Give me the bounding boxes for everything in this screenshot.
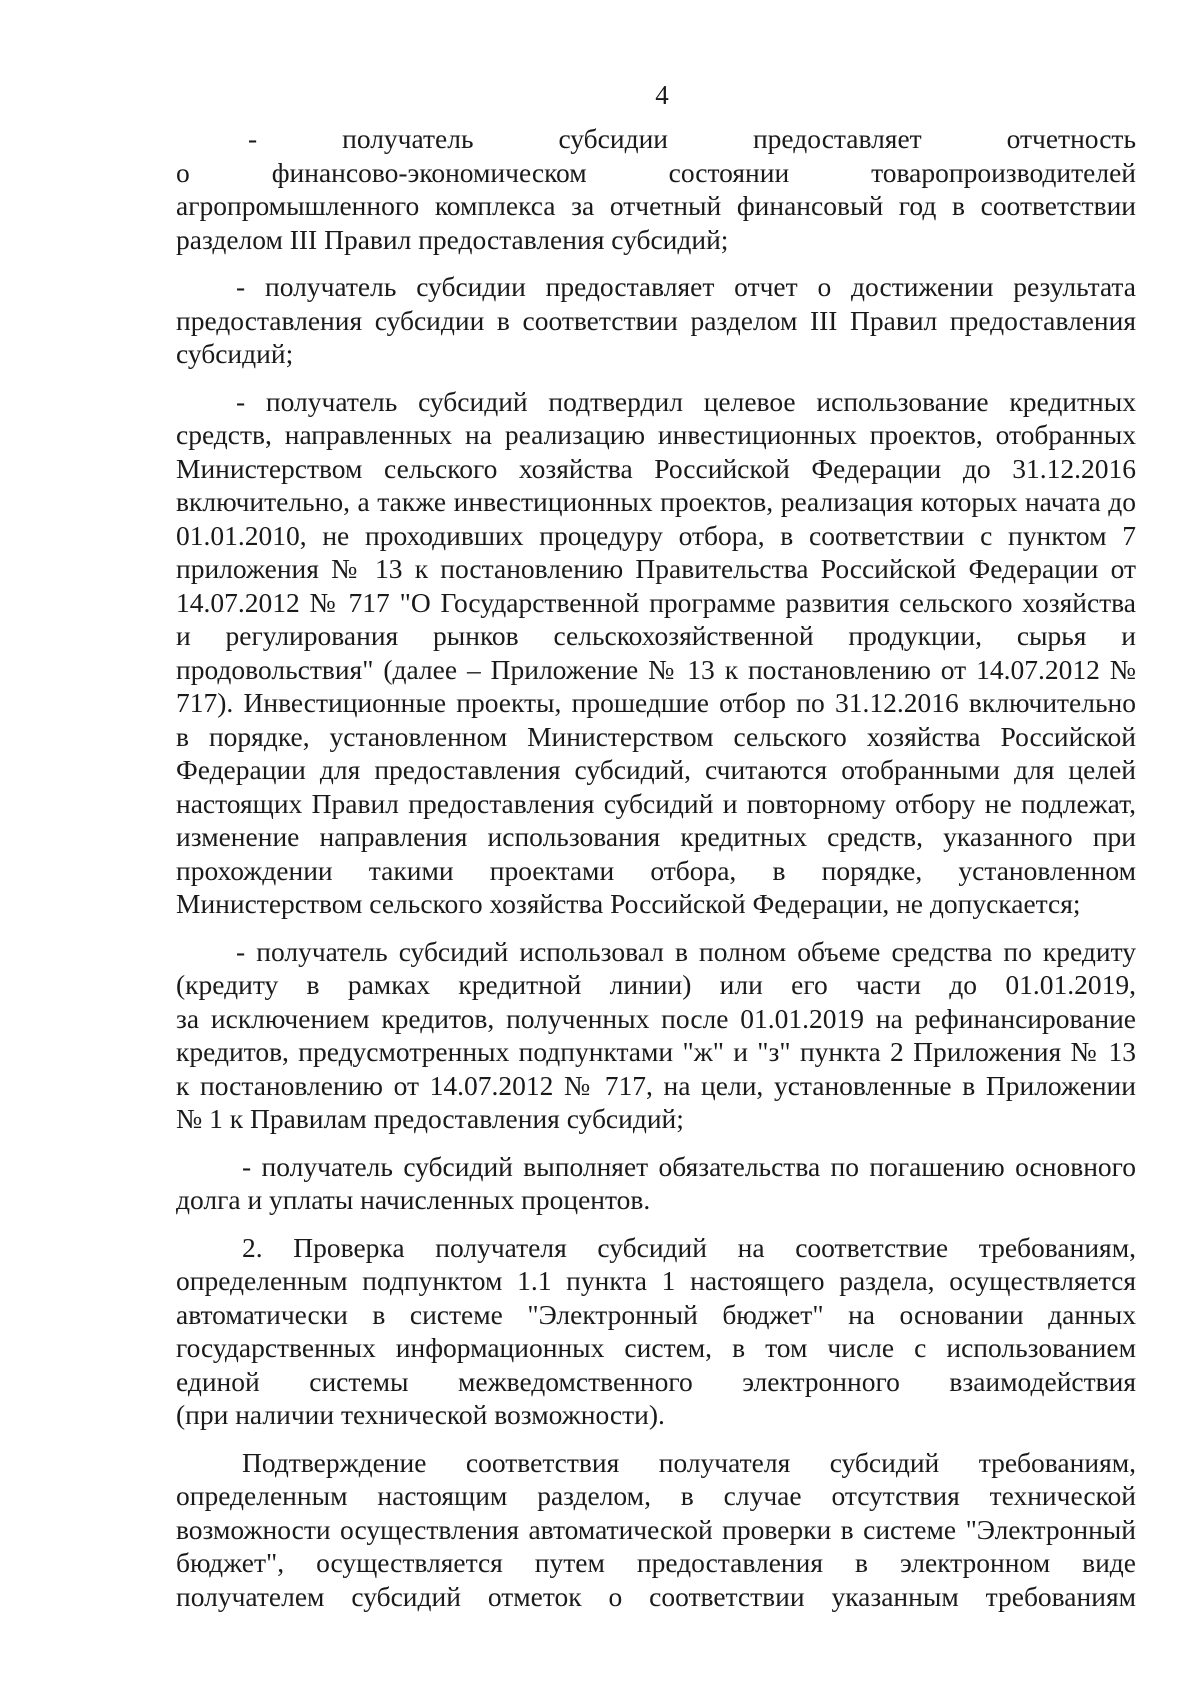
text-line: настоящих Правил предоставления субсидий и повторному отбору не подлежат, [176,787,1136,819]
text-line: (кредиту в рамках кредитной линии) или его части до 01.01.2019, [176,969,1136,1000]
paragraph-financial-report [176,122,1136,256]
paragraph-verification [176,1231,1136,1432]
text-line: приложения № 13 к постановлению Правительства Российской Федерации от [176,553,1136,584]
text-line: долга и уплаты начисленных процентов. [176,1184,651,1215]
text-line: разделом III Правил предоставления субсидий; [176,223,729,255]
text-line: - получатель субсидий подтвердил целевое использование кредитных [236,385,1136,417]
text-line: - получатель субсидий использовал в полном объеме средства по кредиту [236,935,1136,967]
paragraph-credit-use [176,935,1136,1136]
text-line: 717). Инвестиционные проекты, прошедшие отбор по 31.12.2016 включительно [176,687,1136,718]
text-line: определенным подпунктом 1.1 пункта 1 настоящего раздела, осуществляется [176,1265,1136,1296]
text-line: агропромышленного комплекса за отчетный финансовый год в соответствии [176,190,1136,221]
text-line: Министерством сельского хозяйства Российской Федерации до 31.12.2016 [176,452,1136,484]
text-line: предоставления субсидии в соответствии разделом III Правил предоставления [176,304,1136,336]
paragraph-result-report [176,270,1136,371]
text-line: единой системы межведомственного электронного взаимодействия [176,1365,1136,1397]
text-line: средств, направленных на реализацию инвестиционных проектов, отобранных [176,419,1136,450]
text-line: субсидий; [176,338,294,369]
text-line: Федерации для предоставления субсидий, считаются отобранными для целей [176,754,1136,785]
paragraph-debt-obligations [176,1150,1136,1217]
text-line: 01.01.2010, не проходивших процедуру отбора, в соответствии с пунктом 7 [176,519,1136,551]
text-line: автоматически в системе "Электронный бюджет" на основании данных [176,1298,1136,1330]
text-line: за исключением кредитов, полученных после 01.01.2019 на рефинансирование [176,1002,1136,1034]
text-line: бюджет", осуществляется путем предоставления в электронном виде [176,1547,1136,1578]
text-line: прохождении такими проектами отбора, в порядке, установленном [176,854,1136,886]
text-line: - получатель субсидий выполняет обязательства по погашению основного [242,1150,1136,1182]
text-line: продовольствия" (далее – Приложение № 13 к постановлению от 14.07.2012 № [176,653,1136,685]
text-line: к постановлению от 14.07.2012 № 717, на цели, установленные в Приложении [176,1069,1136,1101]
text-line: № 1 к Правилам предоставления субсидий; [176,1103,684,1134]
document-body [176,122,1136,1627]
text-line: получателем субсидий отметок о соответствии указанным требованиям [176,1580,1136,1612]
text-line: 2. Проверка получателя субсидий на соответствие требованиям, [242,1231,1136,1263]
text-line: - получатель субсидии предоставляет отчет о достижении результата [236,271,1136,302]
paragraph-target-use [176,385,1136,921]
paragraph-confirmation [176,1446,1136,1614]
text-line: (при наличии технической возможности). [176,1399,665,1430]
page-number: 4 [655,80,669,110]
text-line: в порядке, установленном Министерством сельского хозяйства Российской [176,720,1136,752]
text-line: и регулирования рынков сельскохозяйственной продукции, сырья и [176,620,1136,651]
text-line: кредитов, предусмотренных подпунктами "ж" и "з" пункта 2 Приложения № 13 [176,1036,1136,1067]
text-line: возможности осуществления автоматической проверки в системе "Электронный [176,1513,1136,1545]
text-line: 14.07.2012 № 717 "О Государственной программе развития сельского хозяйства [176,586,1136,618]
text-line: о финансово-экономическом состоянии товаропроизводителей [176,156,1136,188]
text-line: - получатель субсидии предоставляет отчетность [248,123,1136,154]
text-line: включительно, а также инвестиционных проектов, реализация которых начата до [176,486,1136,517]
text-line: государственных информационных систем, в том числе с использованием [176,1332,1136,1363]
text-line: определенным настоящим разделом, в случае отсутствия технической [176,1480,1136,1511]
text-line: Министерством сельского хозяйства Российской Федерации, не допускается; [176,888,1081,919]
text-line: изменение направления использования кредитных средств, указанного при [176,821,1136,852]
text-line: Подтверждение соответствия получателя субсидий требованиям, [242,1446,1136,1478]
